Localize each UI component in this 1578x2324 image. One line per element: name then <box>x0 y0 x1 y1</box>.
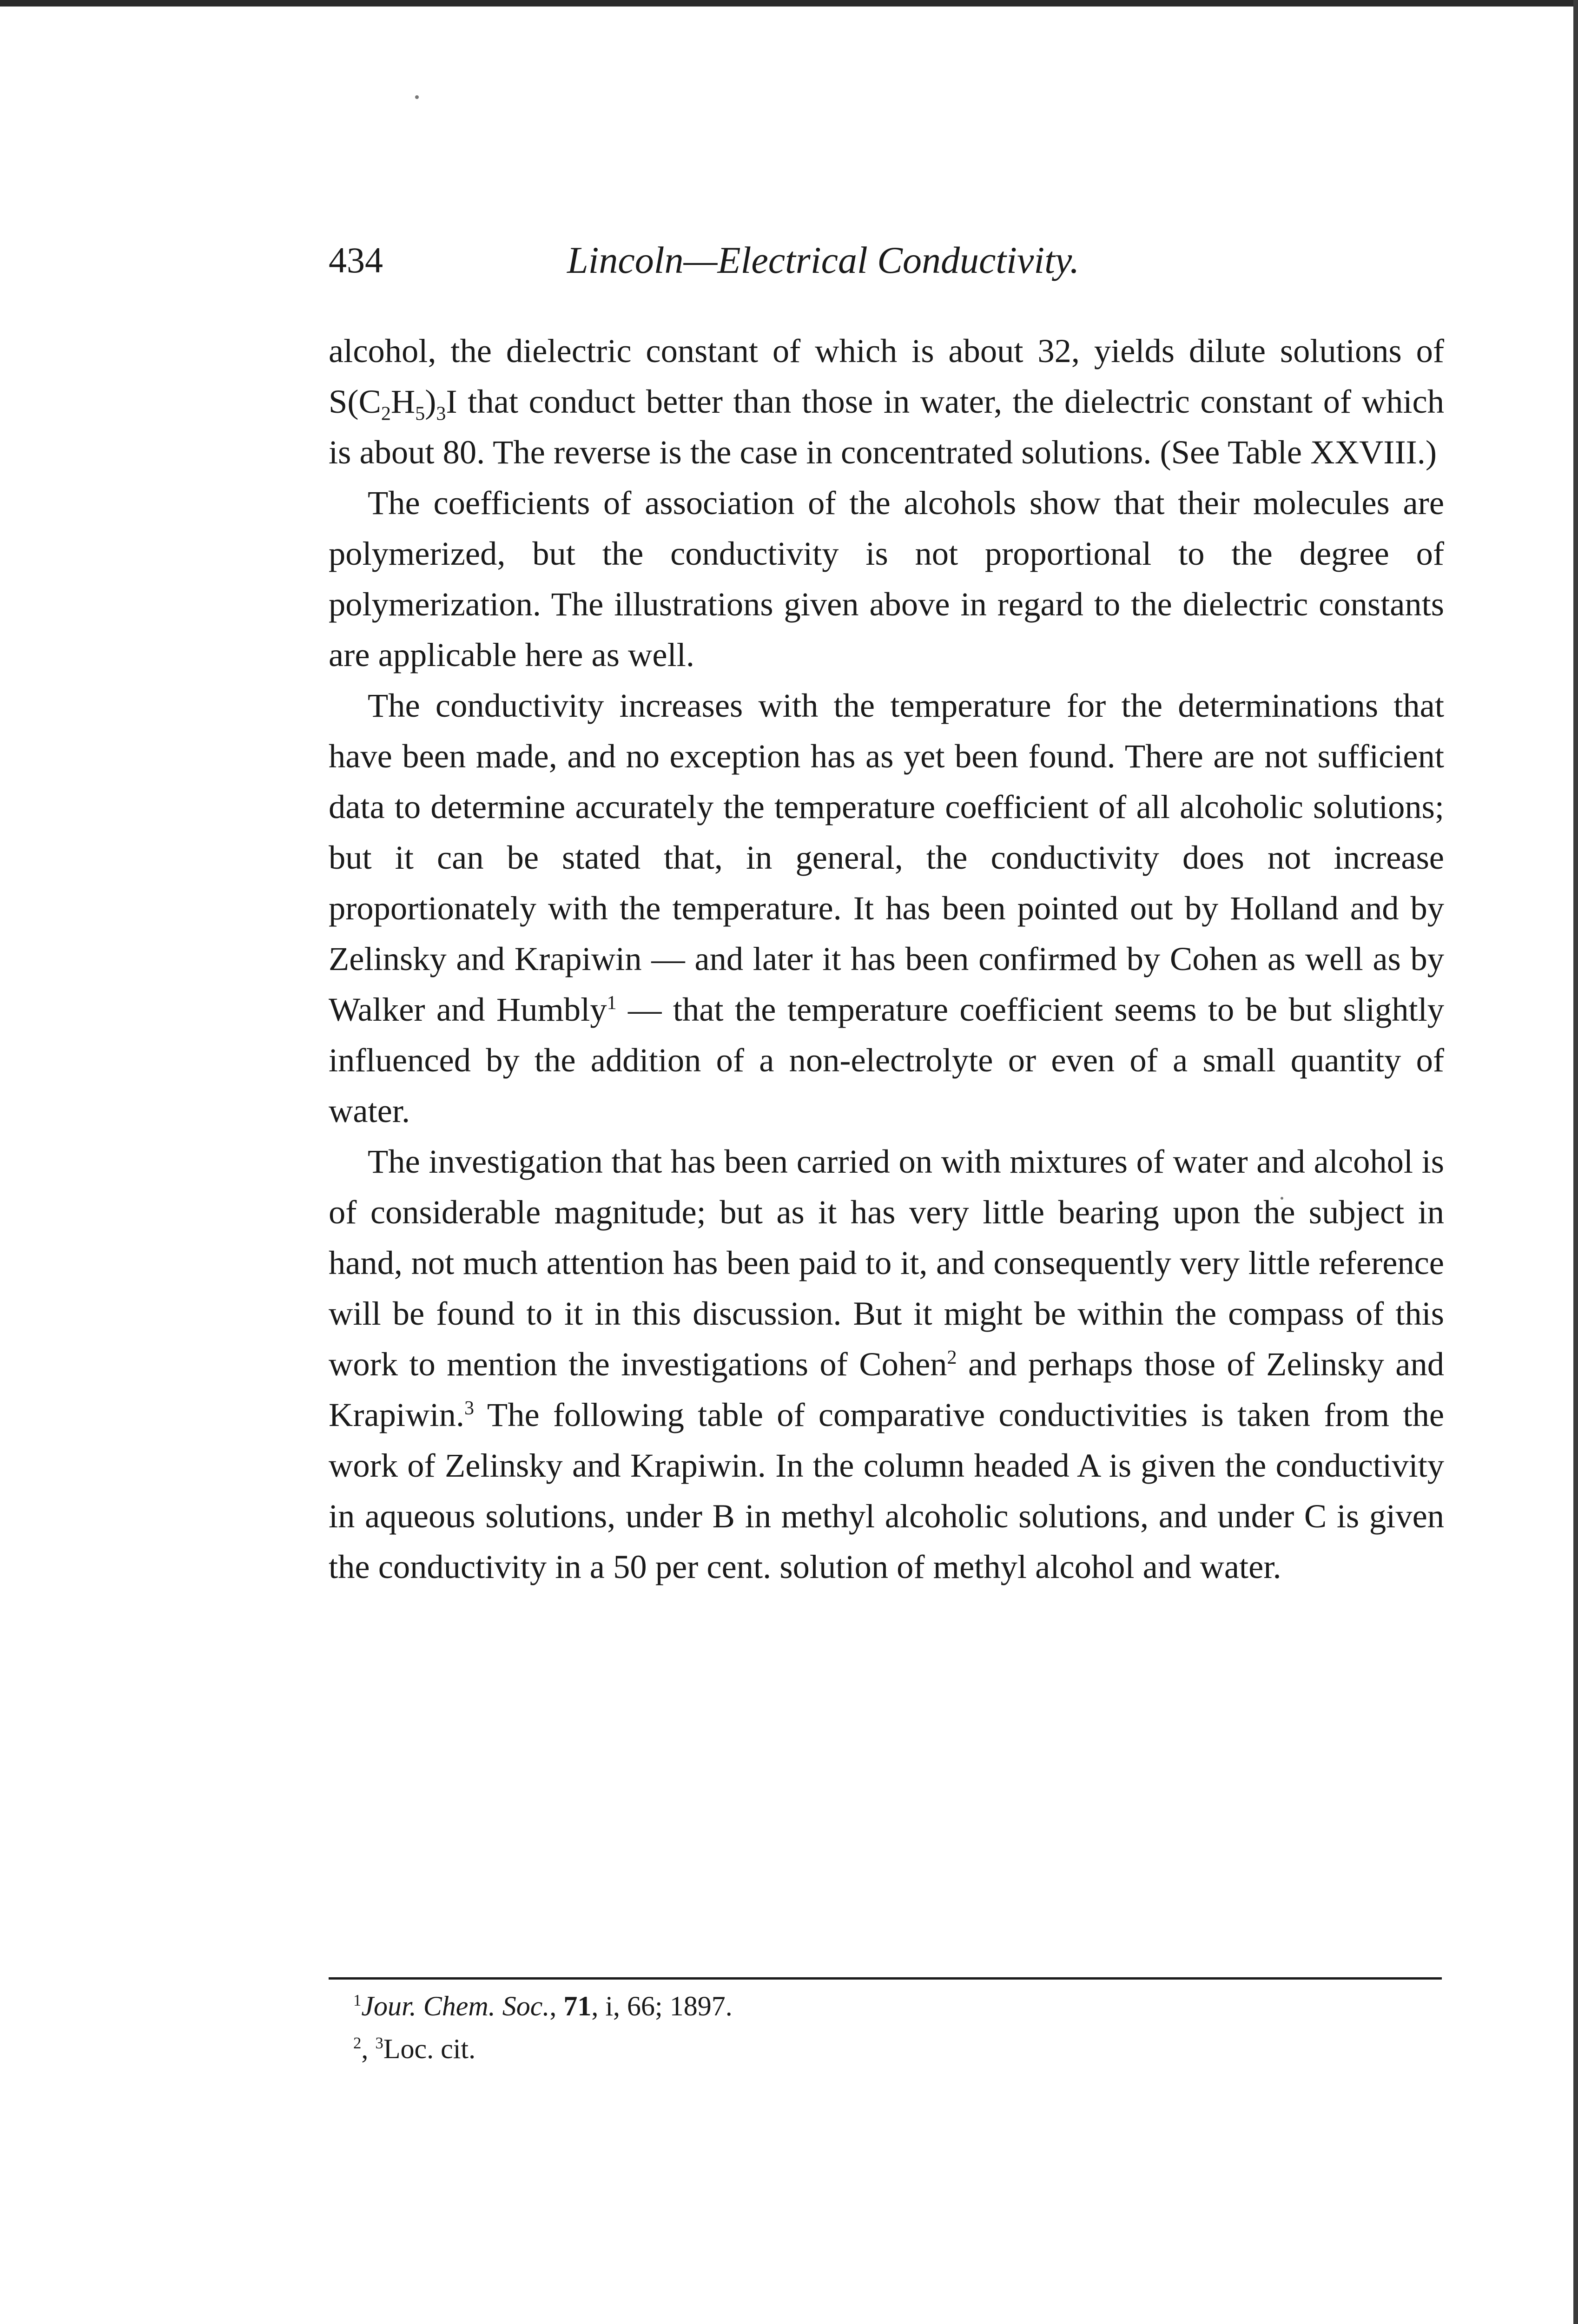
paragraph-4: The investigation that has been carried on with mixtures of water and alcohol is of considerable magnitude; but as it has very little bearing upon the subject in hand, not much attention has been paid to it, and consequently very little reference will be found to it in this discussion. But it might be within the compass of this work to mention the investigations of Cohen$^2$ and perhaps those of Zelinsky and Krapiwin.$^3$ The following table of comparative conductivities is taken from the work of Zelinsky and Krapiwin. In the column headed A is given the conductivity in aqueous solutions, under B in methyl alcoholic solutions, and under C is given the conductivity in a 50 per cent. solution of methyl alcohol and water. <box>329 1142 1444 1585</box>
scan-speck <box>415 95 419 99</box>
body-text <box>329 325 1444 1592</box>
footnote-ref-1: 1 <box>607 992 617 1014</box>
footnote-2: $^2$, $^3$Loc. cit. <box>353 2034 476 2064</box>
scan-right-edge <box>1573 0 1578 2324</box>
paragraph-3: The conductivity increases with the temperature for the determinations that have been made, and no exception has as yet been found. There are not sufficient data to determine accurately the temperature coefficient of all alcoholic solutions; but it can be stated that, in general, the conductivity does not increase proportionately with the temperature. It has been pointed out by Holland and by Zelinsky and Krapiwin — and later it has been confirmed by Cohen as well as by Walker and Humbly$^1$ — that the temperature coefficient seems to be but slightly influenced by the addition of a non-electrolyte or even of a small quantity of water. <box>329 687 1444 1129</box>
running-head: Lincoln—Electrical Conductivity. <box>567 239 1080 281</box>
paragraph-2: The coefficients of association of the alcohols show that their molecules are polymerized, but the conductivity is not proportional to the degree of polymerization. The illustrations given above in regard to the dielectric constants are applicable here as well. <box>329 484 1444 673</box>
paragraph-1: alcohol, the dielectric constant of which is about 32, yields dilute solutions of $S(C_2H_5)_3I$ that conduct better than those in water, the dielectric constant of which is about 80. The reverse is the case in concentrated solutions. (See Table XXVIII.) <box>329 332 1444 471</box>
footnote-ref-2: 2 <box>947 1347 957 1368</box>
scan-top-edge <box>0 0 1578 7</box>
footnote-ref-3: 3 <box>464 1397 474 1419</box>
footnote-1: $^1$Jour. Chem. Soc., 71, i, 66; 1897. <box>353 1991 733 2021</box>
page-header <box>329 232 1185 288</box>
footnotes <box>353 1985 1422 2070</box>
footnote-rule <box>329 1977 1442 1980</box>
page-number: 434 <box>329 240 383 280</box>
